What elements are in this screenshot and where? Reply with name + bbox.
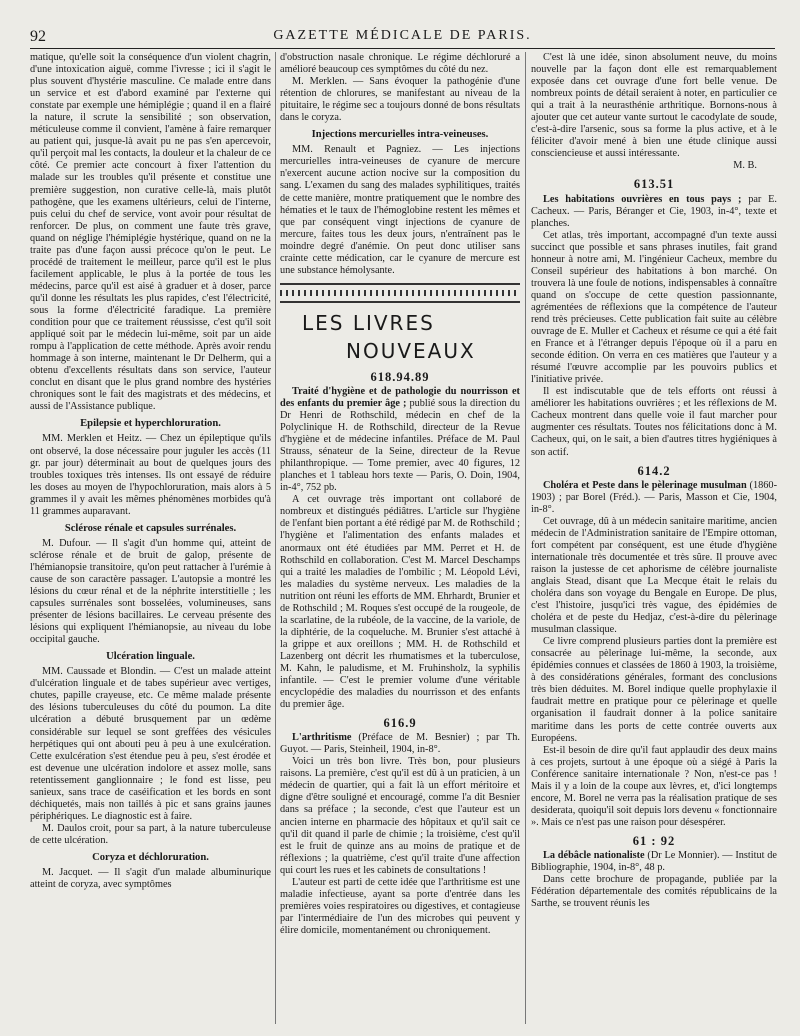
section-heading: Sclérose rénale et capsules surrénales. — [64, 522, 237, 534]
books-section-title — [280, 309, 520, 365]
decorative-ornament-band — [280, 283, 520, 303]
column-3 — [531, 52, 777, 1026]
paragraph: MM. Merklen et Heitz. — Chez un épileptique qu'ils ont observé, la dose nécessaire pour juguler les accès (11 gr. par jour) déterminait au bout de quelques jours des troubles toxiques très intenses. Ils ont essayé de réduire les doses au moyen de l'hypochloruration, mais alors à 5 grammes il y avait les mêmes phénomènes morbides qu'à 11 grammes auparavant. — [30, 433, 271, 517]
classification-number: 61 : 92 — [632, 833, 676, 848]
book-entry — [280, 732, 520, 756]
paragraph: MM. Renault et Pagniez. — Les injections mercurielles intra-veineuses de cyanure de mercure n'exercent aucune action nocive sur la composition du sang. L'examen du sang des malades syphilitiques, traités de cette manière, montre pratiquement que le nombre des hématies et le taux de l'hémoglobine restent les mêmes et que par conséquent vingt injections de cyanure de mercure, faites tous les deux jours, n'entraînent pas le moindre degré d'anémie. On peut donc utiliser sans crainte cette médication, car le cyanure de mercure est une substance hémolysante. — [280, 144, 520, 276]
paragraph: Voici un très bon livre. Très bon, pour plusieurs raisons. La première, c'est qu'il est dû à un praticien, à un médecin de quartier, qui a fait là un effort méritoire et digne d'être souligné et encouragé, comme l'a dit Besnier dans sa préface ; la seconde, c'est que l'auteur est un ancien interne en pharmacie des hôpitaux et qu'il sait ce qu'il dit quand il parle de chimie ; la troisième, c'est qu'il est le fruit de quinze ans au moins de pratique et de réflexions ; la quatrième, c'est qu'il traite d'une affection qui court les rues et les cabinets de consultations ! — [280, 756, 520, 876]
paragraph: Cet ouvrage, dû à un médecin sanitaire maritime, ancien médecin de l'Administration sanitaire de l'Empire ottoman, fort compétent par conséquent, est une étude d'hygiène internationale très documentée et très sûre. Il prouve avec raison la justesse de cet aphorisme de célèbre journaliste anglais Stead, disant que La Mecque était le relais du choléra dans son voyage du Bengale en Europe. De plus, c'est l'histoire, jusqu'ici très vague, des épidémies de choléra et de peste du Hedjaz, c'est-à-dire du pèlerinage musulman classique. — [531, 515, 777, 636]
book-entry — [531, 480, 777, 516]
book-details: publié sous la direction du Dr Henri de Rothschild, médecin en chef de la Polyclinique H. de Rothschild, directeur de la Revue d'hygiène et de médecine infantiles. Préface de M. Paul Strauss, sénateur de la Seine, directeur de la Revue philanthropique. — Tome premier, avec 40 figures, 12 planches et 1 tableau hors texte — Paris, O. Doin, 1904, in-4°, 752 pb. — [280, 397, 520, 494]
page-header — [30, 26, 775, 49]
paragraph: d'obstruction nasale chronique. Le régime déchloruré a amélioré beaucoup ces symptômes du côté du nez. — [280, 52, 520, 76]
book-title: Les habitations ouvrières en tous pays ; — [543, 193, 742, 205]
paragraph: M. Dufour. — Il s'agit d'un homme qui, atteint de sclérose rénale et de bruit de galop, présente de l'hémianopsie transitoire, qu'on peut rattacher à l'urémie à cause de son caractère passager. L'autopsie a montré les lésions du cœur rénal et de la néphrite interstitielle ; les capsules surrénales sont bosselées, volumineuses, sans présenter de lésions bacillaires. Le cerveau présente des lésions qui expliquent l'hémianopsie, au niveau du lobe occipital gauche. — [30, 537, 271, 646]
column-divider — [275, 52, 276, 1024]
paragraph: Dans cette brochure de propagande, publiée par la Fédération départementale des comités républicains de la Sarthe, se trouvent réunis les — [531, 874, 777, 910]
book-details: par E. Cacheux. — Paris, Béranger et Cie, 1903, in-4°, texte et planches. — [531, 193, 777, 229]
book-details: (1860-1903) ; par Borel (Fréd.). — Paris, Masson et Cie, 1904, in-8°. — [531, 479, 777, 515]
column-divider — [525, 52, 526, 1024]
paragraph: Il est indiscutable que de tels efforts ont réussi à améliorer les habitations ouvrières ; et les réflexions de M. Cacheux montrent dans quelle voie il faut marcher pour augmenter ces résultats. Toutes nos félicitations donc à M. Cacheux, qui, on le sait, a bien d'autres titres hygiéniques à son actif. — [531, 386, 777, 458]
book-title: L'arthritisme — [292, 732, 352, 744]
section-heading: Injections mercurielles intra-veineuses. — [311, 129, 489, 141]
paragraph: Ce livre comprend plusieurs parties dont la première est consacrée au pèlerinage lui-même, la seconde, aux épidémies connues et classées de 1860 à 1903, la troisième, à des considérations générales, formant des conclusions très bien déduites. M. Borel indique quelle prophylaxie il faudrait mettre en pratique pour ce pèlerinage et quelle organisation il faudrait donner à la police sanitaire maritime dans les ports de cette contrée ouverts aux Européens. — [531, 636, 777, 744]
book-title: La débâcle nationaliste — [543, 850, 645, 861]
book-details: (Dr Le Monnier). — Institut de Bibliographie, 1904, in-8°, 48 p. — [531, 850, 777, 874]
section-heading: Epilepsie et hyperchloruration. — [80, 418, 221, 430]
section-heading: Coryza et déchloruration. — [92, 852, 209, 863]
paragraph: MM. Caussade et Blondin. — C'est un malade atteint d'ulcération linguale et de tabes supérieur avec vertiges, chutes, papille crayeuse, etc. Ce même malade présente des lésions tuberculeuses du côté du poumon. La dite ulcération a débuté brusquement par un œdème considérable sur lequel se sont greffées des vésicules herpétiques qui ont abouti peu à peu à une exulcération. Cette exulcération s'est étendue peu à peu, s'est érodée et est devenue une ulcération indolore et assez molle, sans retentissement ganglionnaire ; le fond est lisse, peu sanieux, sans trace de caséification et les bords en sont déchiquetés, mais non taillés à pic et sans grains jaunes périphériques. Le diagnostic est à faire. — [30, 666, 271, 822]
page-number: 92 — [30, 28, 46, 45]
paragraph: A cet ouvrage très important ont collaboré de nombreux et distingués pédiâtres. L'article sur l'hygiène de l'enfant bien portant a été rédigé par M. de Rothschild ; l'hygiène et l'alimentation des enfants malades et anormaux ont été étudiées par MM. Perret et H. de Rothschild en collaboration. C'est M. Marcel Deschamps qui a traité les maladies de l'ombilic ; M. Léopold Lévi, les maladies du système nerveux. Les maladies de la nutrition ont réuni les efforts de MM. Ehrhardt, Brunier et de Rothschild ; M. Roques s'est occupé de la rougeole, de la scarlatine, de la rubéole, de la vaccine, de la variole, de la diphtérie, de la coqueluche. M. Brunier s'est attaché à la grippe et aux oreillons ; MM. H. de Rothschild et Lazenberg ont décrit les rhumatismes et la tuberculose, M. Kahn, le paludisme, et M. Fruhinsholz, la syphilis infantile. — C'est le premier volume d'une véritable encyclopédie des maladies du nourrisson et des enfants du premier âge. — [280, 494, 520, 711]
paragraph: C'est là une idée, sinon absolument neuve, du moins nouvelle par la façon dont elle est remarquablement exposée dans cet ouvrage d'une fort belle venue. De nombreux points de détail seraient à noter, en particulier ce qui a trait à la neurasthénie arthritique. Bornons-nous à ajouter que cet auteur vante surtout le cacodylate de soude, c'est-à-dire l'arsenic, sous sa forme la plus active, et à le féliciter d'avoir mené à bien une étude clinique aussi consciencieuse et aussi intéressante. — [531, 52, 777, 160]
classification-number: 614.2 — [637, 463, 671, 478]
book-entry — [531, 194, 777, 230]
paragraph: M. Jacquet. — Il s'agit d'un malade albuminurique atteint de coryza, avec symptômes — [30, 867, 271, 891]
book-title: Traité d'hygiène et de pathologie du nourrisson et des enfants du premier âge ; — [280, 385, 520, 409]
signature: M. B. — [733, 160, 757, 172]
classification-number: 616.9 — [383, 716, 417, 731]
books-title-line-2: NOUVEAUX — [346, 338, 476, 363]
book-entry — [280, 386, 520, 494]
paragraph: M. Daulos croit, pour sa part, à la nature tuberculeuse de cette ulcération. — [30, 822, 271, 846]
book-details: (Préface de M. Besnier) ; par Th. Guyot. — Paris, Steinheil, 1904, in-8°. — [280, 732, 520, 756]
paragraph: Cet atlas, très important, accompagné d'un texte aussi succinct que possible et sans phrases inutiles, fait grand honneur à notre ami, M. l'ingénieur Cacheux, membre du Conseil supérieur des habitations à bon marché. On trouvera là une foule de notions, indispensables à connaître quand on s'occupe de cette question passionnante, agrémentées de réflexions que la compétence de l'auteur rend très précieuses. Cette publication fait suite au célèbre ouvrage de E. Muller et Cacheux et résume ce qui a été fait en France et à l'étranger depuis l'époque où il a paru en seconde édition. On verra en ces matières que l'auteur y a résumé l'œuvre accomplie par les pouvoirs publics et l'initiative privée. — [531, 229, 777, 386]
paragraph: Est-il besoin de dire qu'il faut applaudir des deux mains à ces projets, surtout à une époque où a siégé à Paris la Conférence sanitaire internationale ? Non, n'est-ce pas ! Mais il y a loin de la coupe aux lèvres, et, d'ici longtemps encore, M. Borel ne verra pas la réalisation pratique de ses desiderata, quoiqu'il soit depuis lors devenu « fonctionnaire ». Mais ce n'est pas une raison pour désespérer. — [531, 744, 777, 828]
journal-title: GAZETTE MÉDICALE DE PARIS. — [273, 28, 532, 43]
column-2 — [280, 52, 520, 1026]
book-title: Choléra et Peste dans le pèlerinage musulman — [543, 479, 747, 491]
classification-number: 618.94.89 — [370, 369, 430, 384]
book-entry — [531, 850, 777, 874]
paragraph: L'auteur est parti de cette idée que l'arthritisme est une maladie infectieuse, ayant sa porte d'entrée dans les premières voies respiratoires ou digestives, et contagieuse par l'intermédiaire de l'un des microbes qui peuvent y élire domicile, momentanément ou chroniquement. — [280, 876, 520, 936]
classification-number: 613.51 — [633, 177, 675, 192]
column-1 — [30, 52, 271, 1026]
paragraph: matique, qu'elle soit la conséquence d'un violent chagrin, d'une intoxication aiguë, comme l'ivresse ; ici il s'agit le plus souvent d'hystérie masculine. Ce malade entre dans un service et est d'abord examiné par l'externe qui constate par exemple une hémiplégie ; quand il en a flairé la nature, il scrute la sensibilité ; son observation, méticuleuse comme il convient, l'amène à faire remarquer au patient qui, jusque-là avait pu ne pas s'en apercevoir, qu'il perçoit mal les contacts, la douleur et la chaleur de ce côté. Ce premier acte concourt à fixer l'attention du malade sur les troubles qu'il présente et constitue une première suggestion, non curative celle-là, mais plutôt pathogène, que les examens ultérieurs, celui de l'interne, puis celui du chef de service, vont avoir pour résultat de renforcer. De plus, on comment une faute très grave, quand on néglige l'hémiplégie hystérique, quand on ne la traite pas d'une façon aussi précoce qu'on le peut. Le procédé de traitement le meilleur, parce qu'il est le plus facilement applicable, le plus à la portée de tous les médecins, parce qu'il est aisé à graduer et à doser, parce qu'il donne les résultats les plus rapides, c'est l'électricité, sous la forme d'électricité faradique. La première condition pour que ce traitement réussisse, c'est qu'il soit appliqué soit par le médecin lui-même, soit par un aide rompu à l'application de cette méthode. Après avoir rendu hommage à son interne, maintenant le Dr Delherm, qui a obtenu d'excellents résultats dans son service, l'auteur conclut en disant que le plus grand nombre des hystéries chroniques sont le fait des magistrats et des médecins, et aussi de l'Assistance publique. — [30, 52, 271, 413]
books-title-line-1: LES LIVRES — [302, 310, 435, 335]
section-heading: Ulcération linguale. — [106, 651, 195, 663]
paragraph: M. Merklen. — Sans évoquer la pathogénie d'une rétention de chlorures, se manifestant au niveau de la pituitaire, le régime sec a toujours donné de bons résultats dans le coryza. — [280, 76, 520, 124]
